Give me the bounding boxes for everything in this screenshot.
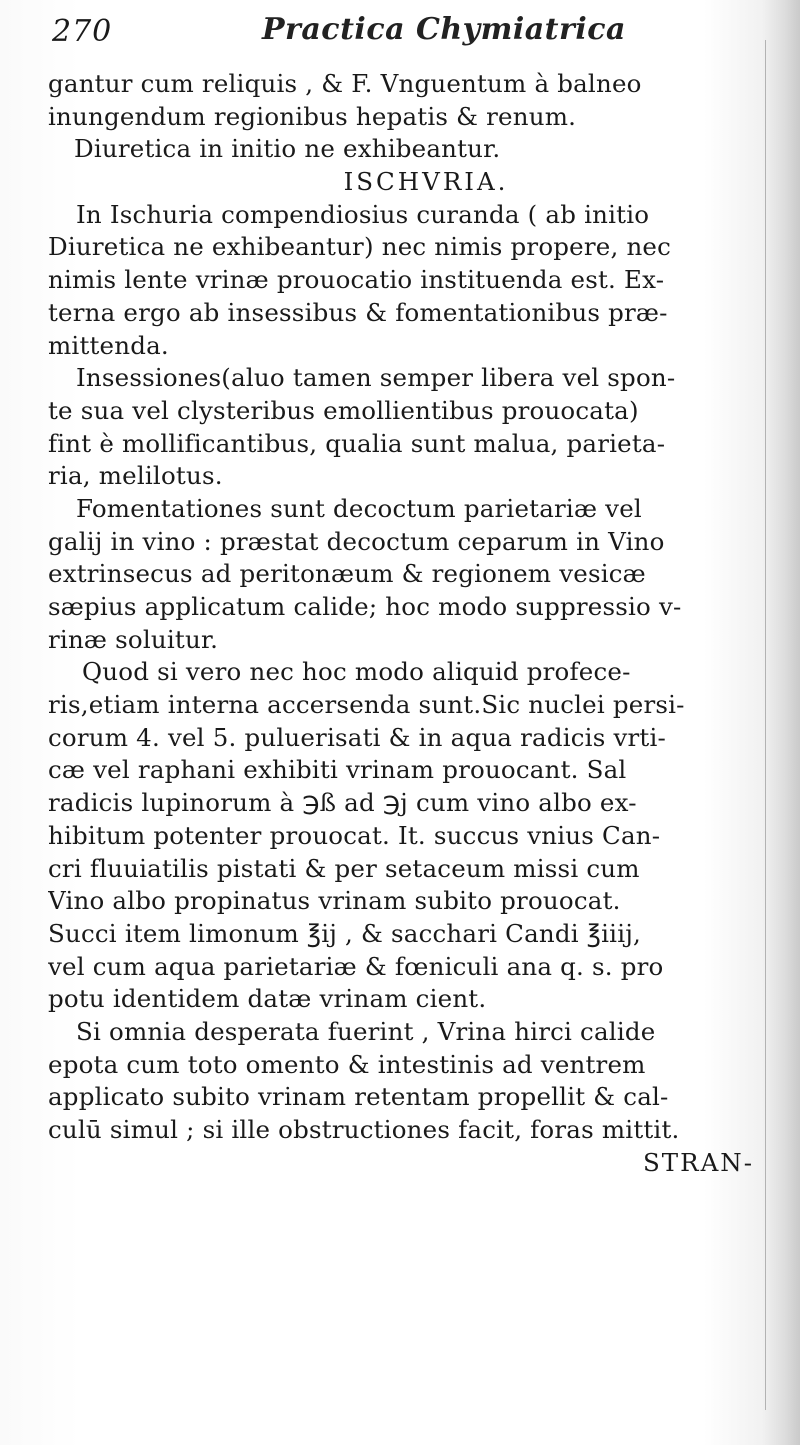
text-line: vel cum aqua parietariæ & fœniculi ana q. s. pro <box>48 951 664 981</box>
text-line: inungendum regionibus hepatis & renum. <box>48 101 577 131</box>
text-line: Diuretica ne exhibeantur) nec nimis propere, nec <box>48 232 672 262</box>
catchword: STRAN- <box>643 1147 754 1177</box>
page-edge-line <box>765 40 766 1410</box>
text-line: Insessiones(aluo tamen semper libera vel spon- <box>76 363 676 393</box>
text-line: nimis lente vrinæ prouocatio instituenda est. Ex- <box>48 265 665 295</box>
page-number: 270 <box>52 14 113 49</box>
text-line: terna ergo ab insessibus & fomentationibus præ- <box>48 297 668 327</box>
page-edge-shadow <box>762 0 800 1445</box>
text-line: Vino albo propinatus vrinam subito prouocat. <box>48 886 621 916</box>
text-line: radicis lupinorum à ℈ß ad ℈j cum vino albo ex- <box>48 788 637 818</box>
text-line: Diuretica in initio ne exhibeantur. <box>74 134 501 164</box>
text-line: fint è mollificantibus, qualia sunt malua, parieta- <box>48 428 666 458</box>
text-line: potu identidem datæ vrinam cient. <box>48 984 487 1014</box>
text-line: ris,etiam interna accersenda sunt.Sic nuclei persi- <box>48 690 685 720</box>
text-line: Quod si vero nec hoc modo aliquid profece- <box>82 657 631 687</box>
text-line: corum 4. vel 5. puluerisati & in aqua radicis vrti- <box>48 722 666 752</box>
text-line: hibitum potenter prouocat. It. succus vnius Can- <box>48 820 661 850</box>
body-text <box>48 68 764 1179</box>
text-line: applicato subito vrinam retentam propellit & cal- <box>48 1082 669 1112</box>
text-line: culū simul ; si ille obstructiones facit, foras mittit. <box>48 1115 680 1144</box>
text-line: cæ vel raphani exhibiti vrinam prouocant. Sal <box>48 755 627 785</box>
text-line: In Ischuria compendiosius curanda ( ab initio <box>76 199 650 229</box>
text-line: rinæ soluitur. <box>48 624 219 654</box>
text-line: sæpius applicatum calide; hoc modo suppressio v- <box>48 592 682 621</box>
text-line: Succi item limonum ℥ij , & sacchari Candi ℥iiij, <box>48 918 642 948</box>
running-title: Practica Chymiatrica <box>262 12 626 47</box>
text-line: gantur cum reliquis , & F. Vnguentum à balneo <box>48 69 642 98</box>
section-heading: ISCHVRIA. <box>343 167 509 197</box>
page-header <box>52 6 792 52</box>
text-line: epota cum toto omento & intestinis ad ventrem <box>48 1049 646 1079</box>
text-line: mittenda. <box>48 330 169 360</box>
text-line: te sua vel clysteribus emollientibus prouocata) <box>48 395 639 425</box>
text-line: extrinsecus ad peritonæum & regionem vesicæ <box>48 559 646 589</box>
text-line: galij in vino : præstat decoctum ceparum in Vino <box>48 526 665 556</box>
text-line: ria, melilotus. <box>48 461 223 491</box>
text-line: Si omnia desperata fuerint , Vrina hirci calide <box>76 1016 656 1046</box>
text-line: cri fluuiatilis pistati & per setaceum missi cum <box>48 853 640 883</box>
text-line: Fomentationes sunt decoctum parietariæ vel <box>76 493 642 523</box>
